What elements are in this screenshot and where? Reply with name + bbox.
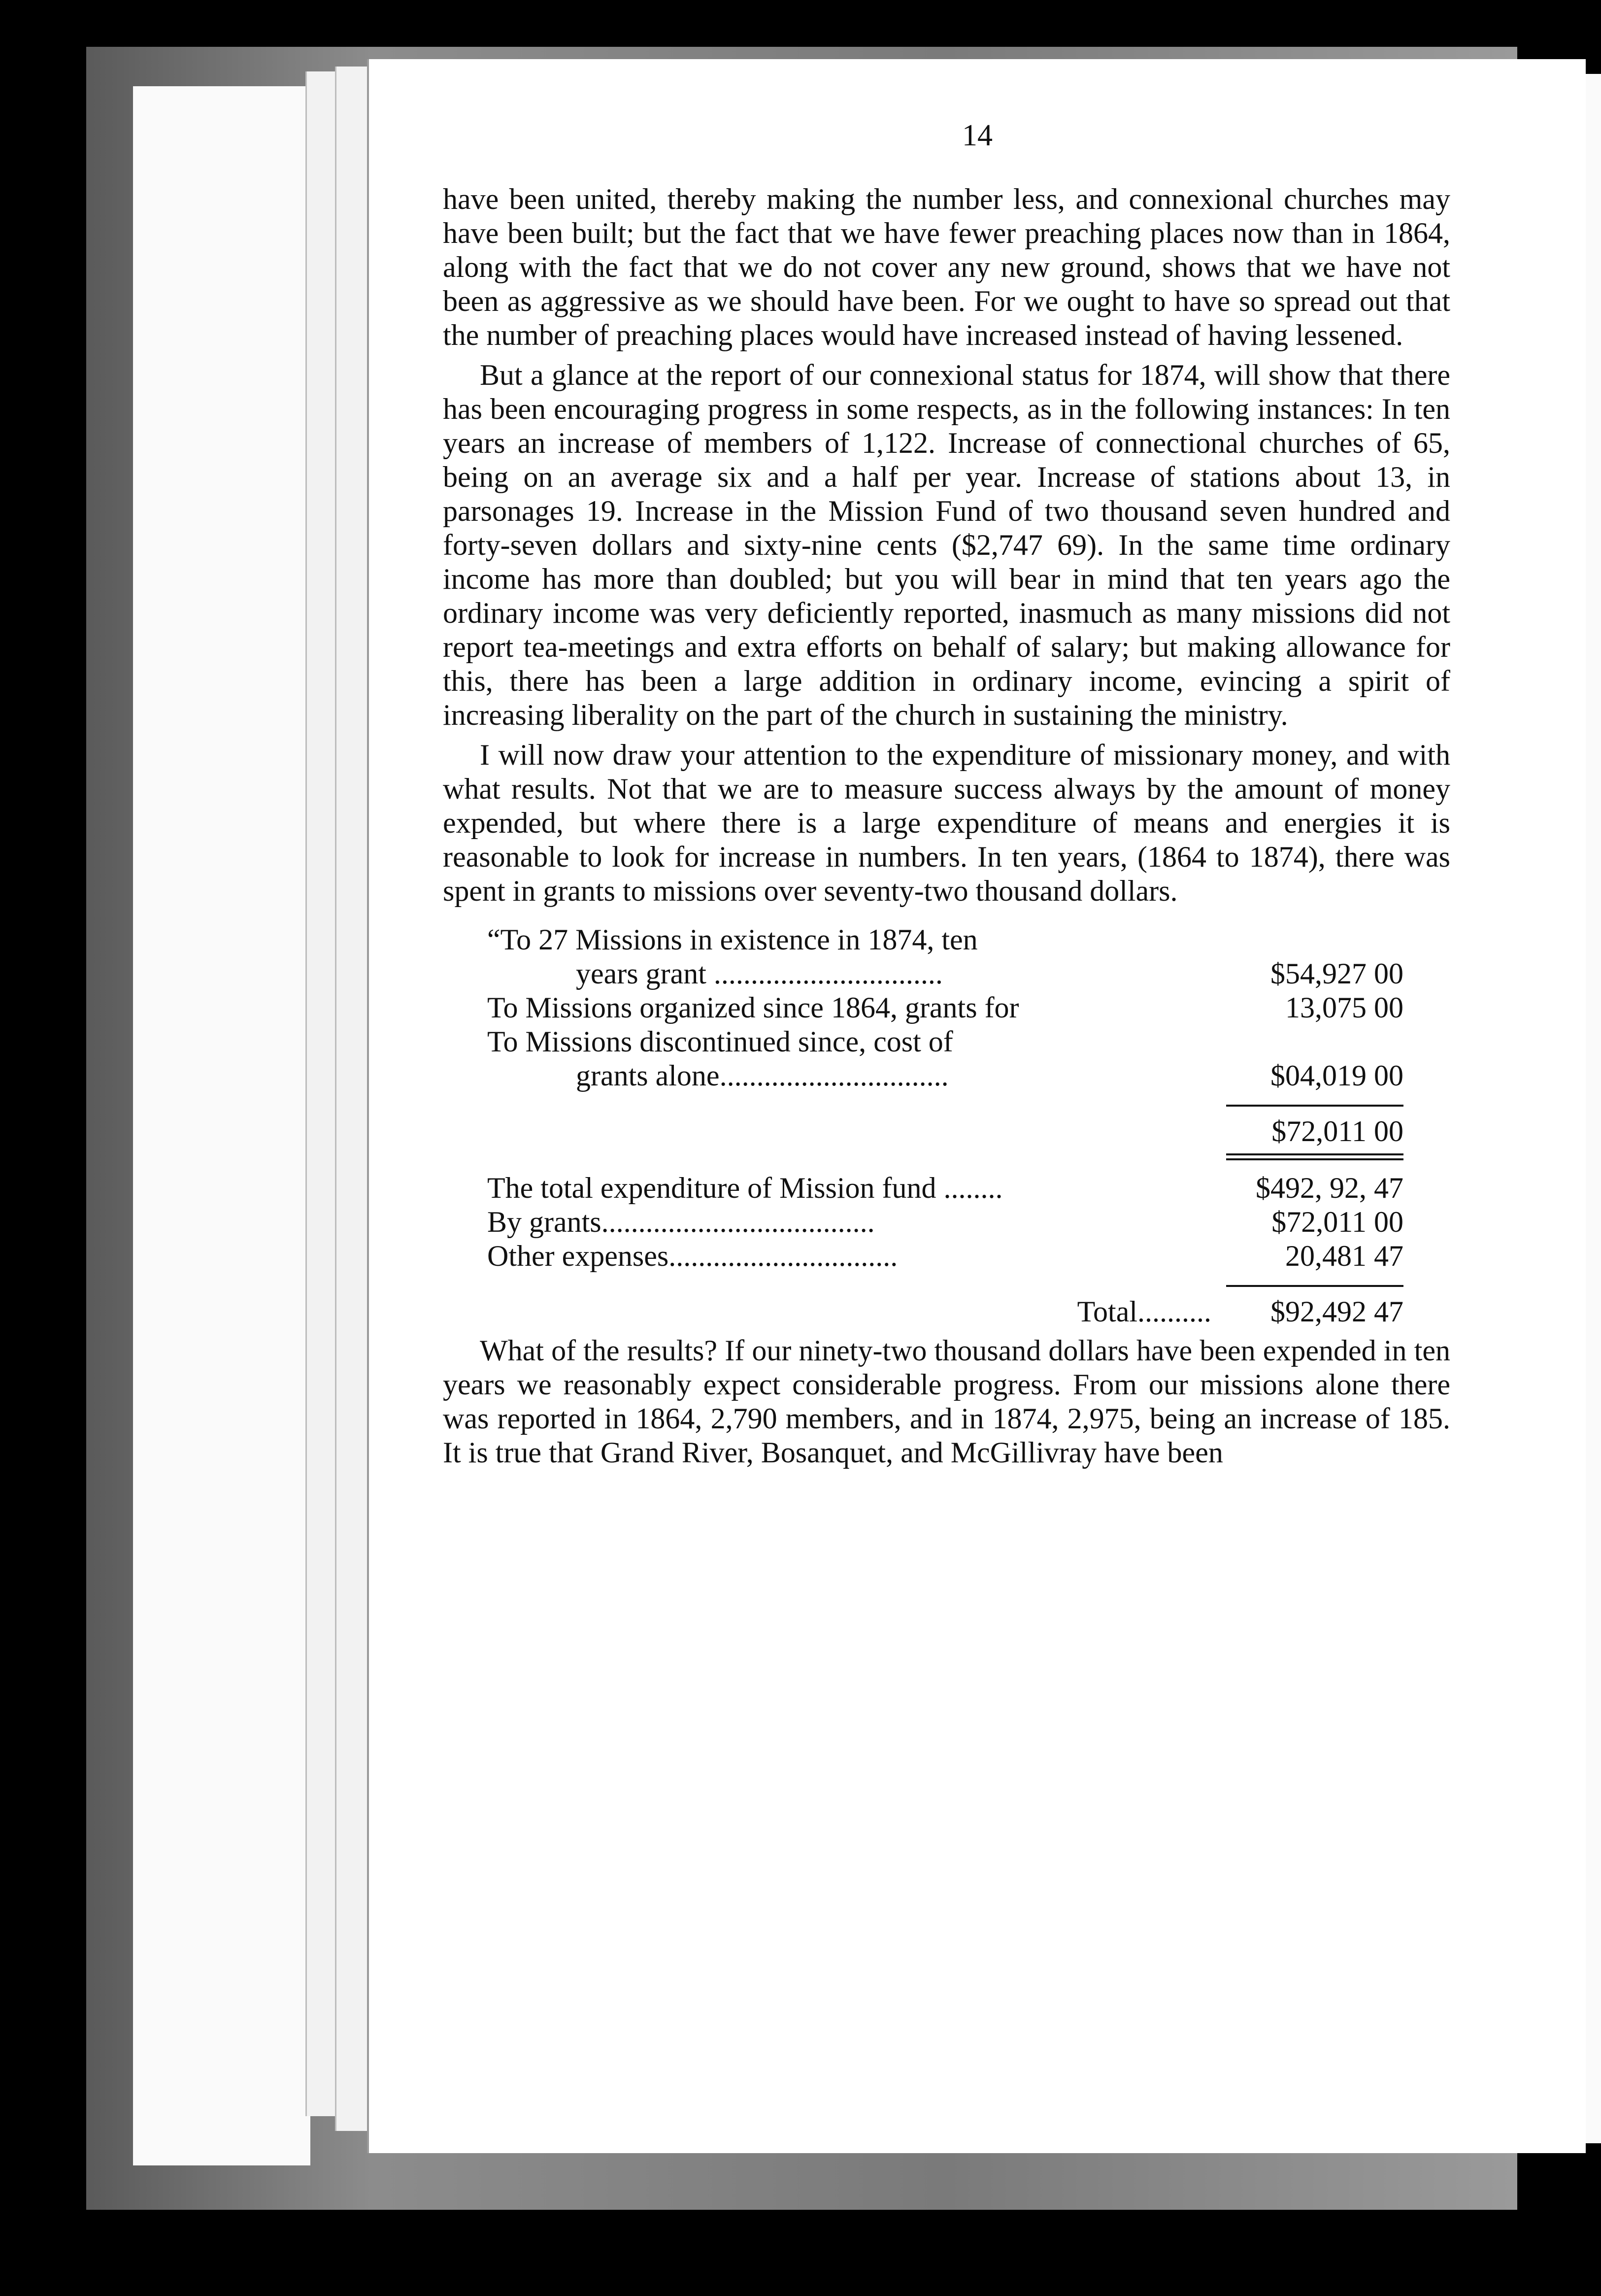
grants-row <box>487 923 1403 957</box>
grants-row-label: years grant ............................... <box>576 957 943 990</box>
grants-row-label: “To 27 Missions in existence in 1874, ten <box>487 923 978 956</box>
grants-row-label: To Missions discontinued since, cost of <box>487 1025 953 1058</box>
grants-row-label: To Missions organized since 1864, grants for <box>487 991 1019 1024</box>
total-amount: $92,492 47 <box>1270 1295 1403 1328</box>
expenditure-row <box>487 1205 1403 1239</box>
paragraph-3: I will now draw your attention to the expenditure of missionary money, and with what results. Not that we are to measure success always by the amount of money expended, but where there is a large expenditure of means and energies it is reasonable to look for increase in numbers. In ten years, (1864 to 1874), there was spent in grants to missions over seventy-two thousand dollars. <box>443 739 1450 907</box>
expenditure-label: By grants..................................... <box>487 1206 875 1238</box>
grants-row <box>487 957 1403 991</box>
grants-subtotal-row <box>487 1114 1403 1148</box>
expenditure-amount: $72,011 00 <box>1271 1206 1403 1238</box>
double-rule <box>1226 1153 1403 1160</box>
total-row <box>487 1295 1403 1329</box>
expenditure-label: Other expenses............................... <box>487 1240 898 1272</box>
expenditure-row <box>487 1171 1403 1205</box>
grants-row-amount: $54,927 00 <box>1270 957 1403 990</box>
document-page <box>367 59 1586 2153</box>
page-number: 14 <box>962 119 993 152</box>
sum-rule <box>1226 1285 1403 1287</box>
paragraph-4: What of the results? If our ninety-two thousand dollars have been expended in ten years we reasonably expect considerable progress. From our missions alone there was reported in 1864, 2,790 members, and in 1874, 2,975, being an increase of 185. It is true that Grand River, Bosanquet, and McGillivray have been <box>443 1334 1450 1469</box>
total-label: Total.......... <box>1077 1295 1211 1328</box>
expenditure-amount: $492, 92, 47 <box>1256 1172 1403 1204</box>
grants-row-label: grants alone............................... <box>576 1059 949 1092</box>
left-page <box>133 86 310 2165</box>
grants-row-amount: $04,019 00 <box>1270 1059 1403 1092</box>
expenditure-label: The total expenditure of Mission fund ........ <box>487 1172 1003 1204</box>
grants-subtotal: $72,011 00 <box>1271 1115 1403 1148</box>
grants-table <box>487 923 1403 1329</box>
right-page-edge <box>1584 74 1601 2143</box>
sum-rule <box>1226 1105 1403 1107</box>
grants-row-amount: 13,075 00 <box>1285 991 1403 1024</box>
grants-row <box>487 1059 1403 1093</box>
page-body <box>443 182 1450 1470</box>
paragraph-1: have been united, thereby making the number less, and connexional churches may have been built; but the fact that we have fewer preaching places now than in 1864, along with the fact that we do not cover any new ground, shows that we have not been as aggressive as we should have been. For we ought to have so spread out that the number of preaching places would have increased instead of having lessened. <box>443 183 1450 351</box>
expenditure-amount: 20,481 47 <box>1285 1240 1403 1272</box>
expenditure-row <box>487 1239 1403 1273</box>
grants-row <box>487 991 1403 1025</box>
paragraph-2: But a glance at the report of our connexional status for 1874, will show that there has been encouraging progress in some respects, as in the following instances: In ten years an increase of members of 1,122. Increase of connectional churches of 65, being on an average six and a half per year. Increase of stations about 13, in parsonages 19. Increase in the Mission Fund of two thousand seven hundred and forty-seven dollars and sixty-nine cents ($2,747 69). In the same time ordinary income has more than doubled; but you will bear in mind that ten years ago the ordinary income was very deficiently reported, inasmuch as many missions did not report tea-meetings and extra efforts on behalf of salary; but making allowance for this, there has been a large addition in ordinary income, evincing a spirit of increasing liberality on the part of the church in sustaining the ministry. <box>443 359 1450 731</box>
grants-row <box>487 1025 1403 1059</box>
